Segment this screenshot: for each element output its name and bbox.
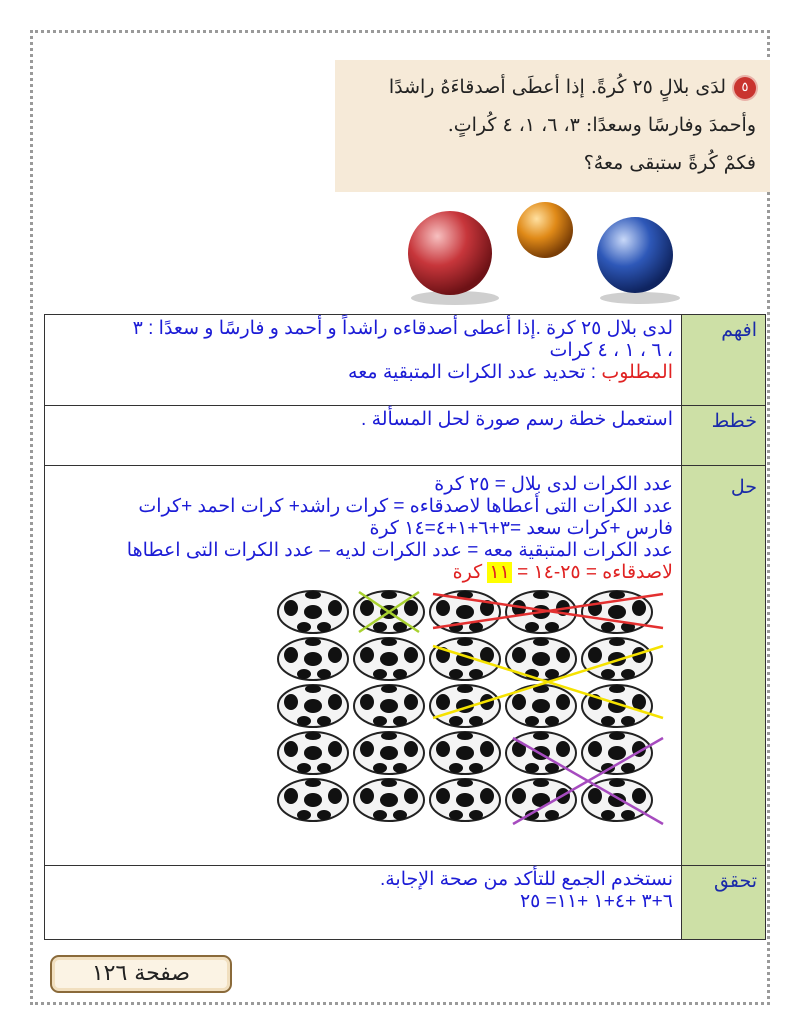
football-icon bbox=[506, 638, 576, 680]
solve-line-4: عدد الكرات المتبقية معه = عدد الكرات لديه – عدد الكرات التى اعطاها bbox=[126, 540, 673, 561]
football-icon bbox=[354, 685, 424, 727]
content-understand bbox=[45, 315, 682, 406]
football-icon bbox=[582, 685, 652, 727]
label-solve: حل bbox=[682, 466, 766, 866]
football-icon bbox=[430, 638, 500, 680]
blue-ball-icon bbox=[597, 217, 673, 293]
label-plan: خطط bbox=[682, 406, 766, 466]
football-icon bbox=[582, 779, 652, 821]
problem-line-2: وأحمدَ وفارسًا وسعدًا: ٣، ٦، ١، ٤ كُراتٍ. bbox=[447, 114, 756, 136]
problem-text-1: لدَى بلالٍ ٢٥ كُرةً. إذا أعطَى أصدقاءَهُ راشدًا bbox=[388, 76, 726, 98]
solve-line-5-post: كرة bbox=[452, 562, 488, 583]
football-icon bbox=[430, 779, 500, 821]
content-solve bbox=[45, 466, 682, 866]
football-icon bbox=[278, 591, 348, 633]
football-icon bbox=[278, 779, 348, 821]
problem-line-3: فكمْ كُرةً ستبقى معهُ؟ bbox=[583, 152, 756, 174]
row-understand bbox=[45, 315, 766, 406]
orange-ball-icon bbox=[517, 202, 573, 258]
solve-line-5-pre: لاصدقاءه = ٢٥-١٤ = bbox=[511, 562, 673, 583]
football-icon bbox=[354, 779, 424, 821]
answer-highlight: ١١ bbox=[489, 562, 510, 583]
row-check bbox=[45, 866, 766, 940]
football-icon bbox=[278, 732, 348, 774]
label-understand: افهم bbox=[682, 315, 766, 406]
solution-table bbox=[44, 314, 766, 940]
problem-box bbox=[335, 60, 770, 192]
solve-line-3: فارس +كرات سعد =٣+٦+١+٤=١٤ كرة bbox=[369, 518, 673, 539]
football-icon bbox=[506, 779, 576, 821]
football-icon bbox=[278, 638, 348, 680]
football-icon bbox=[582, 732, 652, 774]
required-text: : تحديد عدد الكرات المتبقية معه bbox=[348, 362, 602, 383]
problem-number-badge: ٥ bbox=[734, 77, 756, 99]
football-icon bbox=[278, 685, 348, 727]
football-grid bbox=[53, 588, 673, 834]
content-plan: استعمل خطة رسم صورة لحل المسألة . bbox=[45, 406, 682, 466]
page-number-badge: صفحة ١٢٦ bbox=[50, 955, 232, 993]
solve-line-2: عدد الكرات التى أعطاها لاصدقاءه = كرات راشد+ كرات احمد +كرات bbox=[138, 496, 673, 517]
football-grid-svg bbox=[273, 588, 673, 828]
understand-line-1: لدى بلال ٢٥ كرة .إذا أعطى أصدقاءه راشداً و أحمد و فارسًا و سعدًا : ٣ bbox=[132, 318, 673, 339]
required-label: المطلوب bbox=[601, 362, 673, 383]
check-line-1: نستخدم الجمع للتأكد من صحة الإجابة. bbox=[379, 869, 673, 890]
check-line-2: ٦+٣ +٤+١ +١١= ٢٥ bbox=[519, 891, 673, 912]
football-icon bbox=[430, 685, 500, 727]
row-plan bbox=[45, 406, 766, 466]
understand-line-3 bbox=[53, 362, 673, 384]
understand-line-2: ، ٦ ، ١ ، ٤ كرات bbox=[549, 340, 673, 361]
label-check: تحقق bbox=[682, 866, 766, 940]
football-icon bbox=[354, 732, 424, 774]
solve-line-5 bbox=[53, 562, 673, 584]
red-ball-icon bbox=[408, 211, 492, 295]
solve-line-1: عدد الكرات لدى بلال = ٢٥ كرة bbox=[434, 474, 673, 495]
football-icon bbox=[582, 638, 652, 680]
football-icon bbox=[354, 638, 424, 680]
content-check bbox=[45, 866, 682, 940]
decorative-balls-image bbox=[400, 198, 700, 308]
row-solve bbox=[45, 466, 766, 866]
problem-line-1 bbox=[345, 68, 756, 106]
football-icon bbox=[430, 732, 500, 774]
